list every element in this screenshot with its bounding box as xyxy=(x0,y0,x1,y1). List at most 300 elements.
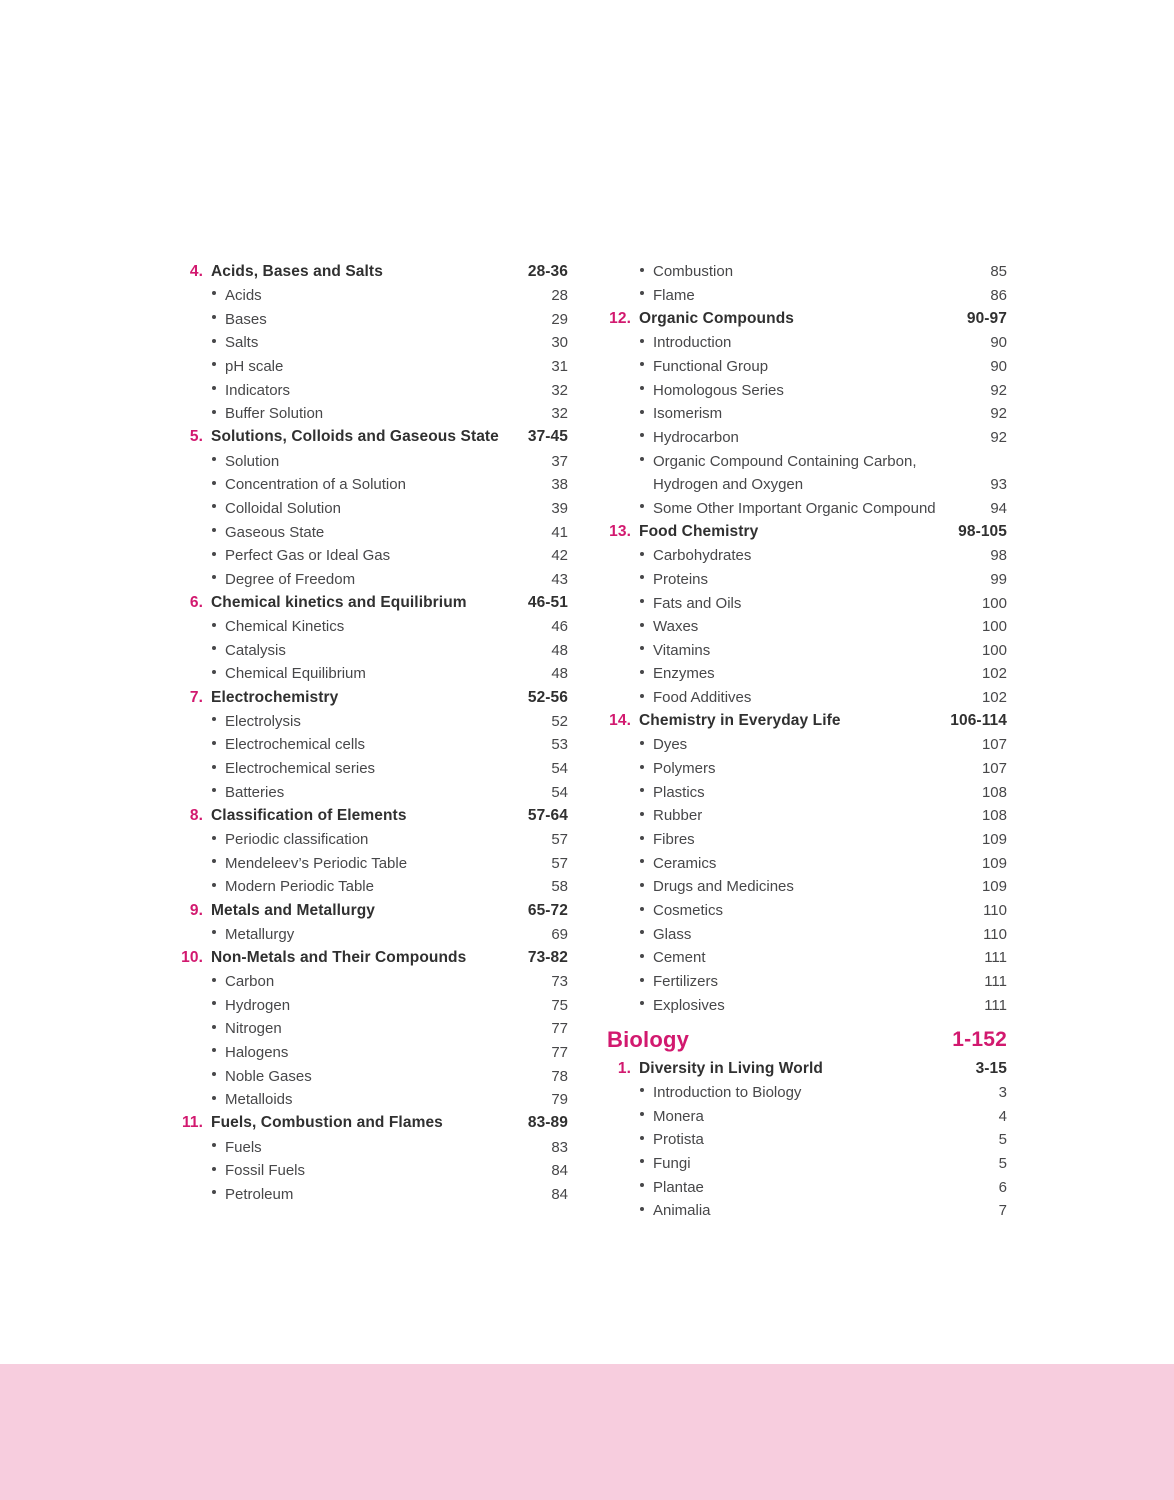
toc-topic-row xyxy=(603,1152,1007,1176)
topic-page-number: 84 xyxy=(551,1162,568,1180)
toc-topic-row xyxy=(175,1041,568,1065)
topic-title: Fertilizers xyxy=(653,973,719,991)
topic-title: Periodic classification xyxy=(225,831,369,849)
toc-topic-row xyxy=(603,970,1007,994)
topic-page-number: 5 xyxy=(998,1154,1007,1172)
chapter-title: Non-Metals and Their Compounds xyxy=(211,948,467,966)
toc-topic-row xyxy=(175,970,568,994)
topic-page-number: 31 xyxy=(551,357,568,375)
bullet-icon xyxy=(640,1112,644,1116)
bullet-icon xyxy=(212,1143,216,1147)
topic-page-number: 32 xyxy=(551,381,568,399)
toc-topic-row xyxy=(603,402,1007,426)
toc-topic-row xyxy=(175,875,568,899)
topic-title: Electrochemical cells xyxy=(225,736,366,754)
topic-page-number: 46 xyxy=(551,618,568,636)
topic-title: Plastics xyxy=(653,783,705,801)
topic-title: Carbohydrates xyxy=(653,547,752,565)
bullet-icon xyxy=(212,623,216,627)
topic-title: Hydrogen and Oxygen xyxy=(653,476,804,494)
toc-topic-row xyxy=(603,946,1007,970)
chapter-number: 1. xyxy=(617,1059,631,1077)
bullet-icon xyxy=(640,1159,644,1163)
topic-page-number: 109 xyxy=(981,854,1007,872)
chapter-title: Diversity in Living World xyxy=(639,1059,823,1077)
bullet-icon xyxy=(640,859,644,863)
section-title: Biology xyxy=(607,1027,690,1052)
toc-topic-row xyxy=(603,686,1007,710)
toc-topic-row xyxy=(603,497,1007,521)
topic-title: Dyes xyxy=(653,736,688,754)
topic-page-number: 54 xyxy=(551,783,568,801)
topic-page-number: 57 xyxy=(551,831,568,849)
bullet-icon xyxy=(212,788,216,792)
toc-topic-row xyxy=(175,851,568,875)
toc-topic-row xyxy=(175,378,568,402)
topic-title: Introduction xyxy=(653,334,732,352)
topic-title: Monera xyxy=(653,1107,704,1125)
topic-title: Petroleum xyxy=(225,1185,294,1203)
topic-page-number: 110 xyxy=(983,925,1007,943)
topic-title: Ceramics xyxy=(653,854,717,872)
topic-title: Electrochemical series xyxy=(225,760,376,778)
topic-page-number: 98 xyxy=(990,547,1007,565)
topic-title: Modern Periodic Table xyxy=(225,878,374,896)
toc-topic-row xyxy=(603,804,1007,828)
bullet-icon xyxy=(640,552,644,556)
bullet-icon xyxy=(640,339,644,343)
toc-chapter-row xyxy=(175,899,568,923)
toc-chapter-row xyxy=(175,426,568,450)
topic-title: Chemical Kinetics xyxy=(225,618,345,636)
bullet-icon xyxy=(640,1207,644,1211)
topic-title: Electrolysis xyxy=(225,712,301,730)
topic-title: Cement xyxy=(653,949,706,967)
topic-title: Indicators xyxy=(225,381,291,399)
bullet-icon xyxy=(640,457,644,461)
toc-topic-row xyxy=(603,615,1007,639)
topic-page-number: 38 xyxy=(551,476,568,494)
toc-topic-row xyxy=(603,662,1007,686)
topic-page-number: 92 xyxy=(990,405,1007,423)
topic-title: Batteries xyxy=(225,783,285,801)
toc-topic-row xyxy=(175,733,568,757)
topic-title: Fats and Oils xyxy=(653,594,742,612)
topic-title: Polymers xyxy=(653,760,716,778)
topic-page-number: 58 xyxy=(551,878,568,896)
topic-page-number: 32 xyxy=(551,405,568,423)
bullet-icon xyxy=(212,1190,216,1194)
topic-page-number: 109 xyxy=(981,878,1007,896)
chapter-page-range: 106-114 xyxy=(950,712,1007,730)
topic-title: Noble Gases xyxy=(225,1067,312,1085)
bullet-icon xyxy=(640,386,644,390)
toc-left-column xyxy=(175,260,568,1206)
topic-page-number: 79 xyxy=(551,1091,568,1109)
toc-chapter-row xyxy=(175,946,568,970)
bullet-icon xyxy=(212,457,216,461)
chapter-page-range: 65-72 xyxy=(527,901,568,919)
topic-page-number: 3 xyxy=(998,1083,1007,1101)
toc-topic-row xyxy=(175,1017,568,1041)
toc-topic-row xyxy=(603,591,1007,615)
topic-page-number: 92 xyxy=(990,381,1007,399)
bullet-icon xyxy=(212,528,216,532)
topic-page-number: 100 xyxy=(981,594,1007,612)
topic-page-number: 100 xyxy=(981,641,1007,659)
toc-topic-row xyxy=(603,922,1007,946)
toc-topic-row xyxy=(603,993,1007,1017)
topic-title: pH scale xyxy=(225,357,284,375)
toc-topic-row xyxy=(603,1199,1007,1223)
topic-page-number: 69 xyxy=(551,925,568,943)
toc-chapter-row xyxy=(603,520,1007,544)
topic-title: Perfect Gas or Ideal Gas xyxy=(225,547,391,565)
topic-title: Flame xyxy=(653,286,695,304)
toc-topic-row xyxy=(175,284,568,308)
bullet-icon xyxy=(640,978,644,982)
toc-topic-row xyxy=(175,993,568,1017)
bullet-icon xyxy=(212,481,216,485)
bullet-icon xyxy=(640,433,644,437)
topic-title: Gaseous State xyxy=(225,523,325,541)
topic-page-number: 5 xyxy=(998,1131,1007,1149)
topic-page-number: 86 xyxy=(990,286,1007,304)
chapter-number: 8. xyxy=(189,806,203,824)
topic-page-number: 53 xyxy=(551,736,568,754)
topic-title: Waxes xyxy=(653,618,699,636)
bullet-icon xyxy=(640,694,644,698)
topic-page-number: 109 xyxy=(981,831,1007,849)
topic-title: Combustion xyxy=(653,263,734,281)
topic-page-number: 84 xyxy=(551,1185,568,1203)
toc-topic-row xyxy=(175,544,568,568)
bullet-icon xyxy=(212,765,216,769)
bullet-icon xyxy=(640,836,644,840)
bullet-icon xyxy=(212,646,216,650)
toc-topic-row xyxy=(603,378,1007,402)
topic-title: Hydrogen xyxy=(225,996,291,1014)
toc-topic-row xyxy=(175,1064,568,1088)
toc-topic-row xyxy=(175,520,568,544)
chapter-title: Acids, Bases and Salts xyxy=(211,262,383,280)
bullet-icon xyxy=(212,1048,216,1052)
toc-topic-row xyxy=(175,449,568,473)
bullet-icon xyxy=(640,1183,644,1187)
topic-title: Carbon xyxy=(225,973,275,991)
bullet-icon xyxy=(640,504,644,508)
topic-title: Hydrocarbon xyxy=(653,428,739,446)
chapter-number: 11. xyxy=(182,1114,203,1132)
topic-title: Mendeleev’s Periodic Table xyxy=(225,854,408,872)
bullet-icon xyxy=(212,362,216,366)
bullet-icon xyxy=(640,812,644,816)
toc-topic-row xyxy=(603,544,1007,568)
topic-title: Organic Compound Containing Carbon, xyxy=(653,452,917,470)
toc-topic-row xyxy=(175,307,568,331)
topic-title: Metallurgy xyxy=(225,925,295,943)
toc-topic-row xyxy=(603,1175,1007,1199)
toc-topic-row xyxy=(175,355,568,379)
chapter-page-range: 37-45 xyxy=(527,428,568,446)
topic-page-number: 48 xyxy=(551,665,568,683)
chapter-number: 7. xyxy=(189,688,203,706)
chapter-number: 13. xyxy=(609,523,631,541)
topic-title: Halogens xyxy=(225,1043,289,1061)
toc-topic-row xyxy=(603,780,1007,804)
toc-topic-row xyxy=(175,709,568,733)
bullet-icon xyxy=(640,907,644,911)
bullet-icon xyxy=(640,954,644,958)
bullet-icon xyxy=(212,1096,216,1100)
topic-title: Some Other Important Organic Compound xyxy=(653,499,936,517)
chapter-page-range: 57-64 xyxy=(527,806,568,824)
topic-title: Isomerism xyxy=(653,405,723,423)
topic-page-number: 77 xyxy=(551,1043,568,1061)
toc-topic-row xyxy=(175,828,568,852)
toc-topic-row xyxy=(603,331,1007,355)
toc-topic-row xyxy=(175,615,568,639)
toc-right-column xyxy=(603,260,1007,1223)
chapter-title: Chemical kinetics and Equilibrium xyxy=(211,594,467,612)
topic-page-number: 28 xyxy=(551,286,568,304)
chapter-title: Organic Compounds xyxy=(639,310,794,328)
bullet-icon xyxy=(640,1088,644,1092)
bullet-icon xyxy=(212,575,216,579)
topic-title: Salts xyxy=(225,334,259,352)
toc-topic-row xyxy=(603,828,1007,852)
chapter-page-range: 98-105 xyxy=(958,523,1007,541)
chapter-title: Fuels, Combustion and Flames xyxy=(211,1114,443,1132)
topic-title: Food Additives xyxy=(653,689,752,707)
bullet-icon xyxy=(212,1167,216,1171)
toc-topic-row xyxy=(603,899,1007,923)
toc-topic-row xyxy=(603,426,1007,450)
topic-page-number: 6 xyxy=(998,1178,1007,1196)
topic-page-number: 111 xyxy=(984,973,1007,991)
toc-topic-row xyxy=(603,733,1007,757)
toc-topic-row xyxy=(603,284,1007,308)
bullet-icon xyxy=(212,930,216,934)
toc-topic-row xyxy=(175,1183,568,1207)
chapter-title: Food Chemistry xyxy=(639,523,759,541)
toc-chapter-row xyxy=(175,260,568,284)
toc-topic-row xyxy=(175,757,568,781)
topic-page-number: 102 xyxy=(981,665,1007,683)
topic-title: Fibres xyxy=(653,831,695,849)
bullet-icon xyxy=(212,978,216,982)
bullet-icon xyxy=(212,1025,216,1029)
bullet-icon xyxy=(640,765,644,769)
toc-topic-row xyxy=(175,497,568,521)
toc-topic-row xyxy=(603,260,1007,284)
bullet-icon xyxy=(212,552,216,556)
topic-page-number: 99 xyxy=(990,570,1007,588)
toc-topic-row xyxy=(175,1088,568,1112)
topic-page-number: 108 xyxy=(981,783,1007,801)
toc-topic-row xyxy=(603,355,1007,379)
bullet-icon xyxy=(212,717,216,721)
toc-topic-row xyxy=(603,875,1007,899)
topic-title: Enzymes xyxy=(653,665,715,683)
toc-section-row xyxy=(603,1017,1007,1057)
topic-title: Drugs and Medicines xyxy=(653,878,794,896)
topic-page-number: 41 xyxy=(551,523,568,541)
chapter-title: Metals and Metallurgy xyxy=(211,901,376,919)
bullet-icon xyxy=(212,386,216,390)
toc-topic-row xyxy=(603,449,1007,473)
bullet-icon xyxy=(640,930,644,934)
topic-page-number: 100 xyxy=(981,618,1007,636)
topic-title: Protista xyxy=(653,1131,704,1149)
toc-topic-row xyxy=(603,639,1007,663)
toc-topic-row xyxy=(175,1135,568,1159)
chapter-title: Classification of Elements xyxy=(211,806,407,824)
toc-topic-row xyxy=(603,1128,1007,1152)
topic-title: Introduction to Biology xyxy=(653,1083,802,1101)
bullet-icon xyxy=(640,575,644,579)
chapter-number: 10. xyxy=(181,948,203,966)
topic-page-number: 110 xyxy=(983,902,1007,920)
topic-title: Solution xyxy=(225,452,280,470)
bullet-icon xyxy=(212,315,216,319)
bullet-icon xyxy=(212,670,216,674)
topic-title: Homologous Series xyxy=(653,381,784,399)
topic-title: Glass xyxy=(653,925,692,943)
topic-title: Animalia xyxy=(653,1202,711,1220)
chapter-page-range: 46-51 xyxy=(527,594,568,612)
topic-title: Bases xyxy=(225,310,267,328)
toc-chapter-row xyxy=(175,804,568,828)
topic-title: Explosives xyxy=(653,996,725,1014)
bullet-icon xyxy=(212,504,216,508)
topic-page-number: 108 xyxy=(981,807,1007,825)
toc-topic-row xyxy=(603,757,1007,781)
topic-title: Rubber xyxy=(653,807,703,825)
bullet-icon xyxy=(212,291,216,295)
topic-page-number: 107 xyxy=(981,760,1007,778)
chapter-number: 5. xyxy=(189,428,203,446)
chapter-title: Solutions, Colloids and Gaseous State xyxy=(211,428,499,446)
chapter-number: 12. xyxy=(609,310,631,328)
bullet-icon xyxy=(640,741,644,745)
topic-page-number: 7 xyxy=(998,1202,1007,1220)
bullet-icon xyxy=(640,268,644,272)
topic-page-number: 75 xyxy=(551,996,568,1014)
topic-page-number: 48 xyxy=(551,641,568,659)
chapter-page-range: 3-15 xyxy=(975,1059,1007,1077)
topic-page-number: 57 xyxy=(551,854,568,872)
bullet-icon xyxy=(640,362,644,366)
topic-title: Chemical Equilibrium xyxy=(225,665,366,683)
toc-topic-row xyxy=(175,331,568,355)
bullet-icon xyxy=(212,410,216,414)
chapter-page-range: 83-89 xyxy=(527,1114,568,1132)
bullet-icon xyxy=(212,1072,216,1076)
topic-title: Buffer Solution xyxy=(225,405,324,423)
topic-title: Fossil Fuels xyxy=(225,1162,306,1180)
toc-topic-row xyxy=(175,568,568,592)
topic-page-number: 30 xyxy=(551,334,568,352)
topic-page-number: 43 xyxy=(551,570,568,588)
chapter-page-range: 52-56 xyxy=(527,688,568,706)
toc-topic-row xyxy=(175,473,568,497)
topic-page-number: 93 xyxy=(990,476,1007,494)
toc-chapter-row xyxy=(175,591,568,615)
section-page-range: 1-152 xyxy=(952,1028,1007,1051)
topic-page-number: 102 xyxy=(981,689,1007,707)
toc-chapter-row xyxy=(603,1057,1007,1081)
toc-chapter-row xyxy=(175,686,568,710)
chapter-number: 9. xyxy=(189,901,203,919)
topic-page-number: 77 xyxy=(551,1020,568,1038)
bullet-icon xyxy=(640,788,644,792)
topic-page-number: 54 xyxy=(551,760,568,778)
topic-page-number: 90 xyxy=(990,334,1007,352)
toc-chapter-row xyxy=(603,709,1007,733)
topic-title: Metalloids xyxy=(225,1091,293,1109)
bullet-icon xyxy=(212,883,216,887)
topic-page-number: 90 xyxy=(990,357,1007,375)
topic-title: Proteins xyxy=(653,570,709,588)
chapter-page-range: 28-36 xyxy=(527,262,568,280)
toc-topic-row xyxy=(603,473,1007,497)
topic-page-number: 83 xyxy=(551,1138,568,1156)
topic-title: Fungi xyxy=(653,1154,691,1172)
topic-title: Vitamins xyxy=(653,641,711,659)
toc-topic-row xyxy=(603,1081,1007,1105)
bottom-pink-band xyxy=(0,1364,1174,1500)
toc-topic-row xyxy=(175,1159,568,1183)
topic-title: Catalysis xyxy=(225,641,286,659)
topic-title: Degree of Freedom xyxy=(225,570,356,588)
bullet-icon xyxy=(212,741,216,745)
toc-topic-row xyxy=(175,662,568,686)
topic-title: Nitrogen xyxy=(225,1020,282,1038)
topic-page-number: 39 xyxy=(551,499,568,517)
topic-page-number: 78 xyxy=(551,1067,568,1085)
bullet-icon xyxy=(640,291,644,295)
topic-page-number: 73 xyxy=(551,973,568,991)
bullet-icon xyxy=(212,339,216,343)
topic-page-number: 94 xyxy=(990,499,1007,517)
topic-page-number: 107 xyxy=(981,736,1007,754)
bullet-icon xyxy=(212,1001,216,1005)
toc-chapter-row xyxy=(175,1112,568,1136)
bullet-icon xyxy=(640,623,644,627)
topic-page-number: 111 xyxy=(984,949,1007,967)
toc-chapter-row xyxy=(603,307,1007,331)
topic-page-number: 42 xyxy=(551,547,568,565)
topic-page-number: 111 xyxy=(984,996,1007,1014)
bullet-icon xyxy=(212,836,216,840)
topic-page-number: 4 xyxy=(998,1107,1007,1125)
bullet-icon xyxy=(640,1001,644,1005)
toc-topic-row xyxy=(175,639,568,663)
chapter-title: Electrochemistry xyxy=(211,688,339,706)
chapter-number: 4. xyxy=(189,262,203,280)
topic-page-number: 37 xyxy=(551,452,568,470)
topic-page-number: 29 xyxy=(551,310,568,328)
toc-topic-row xyxy=(175,780,568,804)
toc-topic-row xyxy=(603,1104,1007,1128)
toc-topic-row xyxy=(603,568,1007,592)
bullet-icon xyxy=(212,859,216,863)
topic-page-number: 85 xyxy=(990,263,1007,281)
chapter-number: 6. xyxy=(189,594,203,612)
bullet-icon xyxy=(640,410,644,414)
bullet-icon xyxy=(640,646,644,650)
